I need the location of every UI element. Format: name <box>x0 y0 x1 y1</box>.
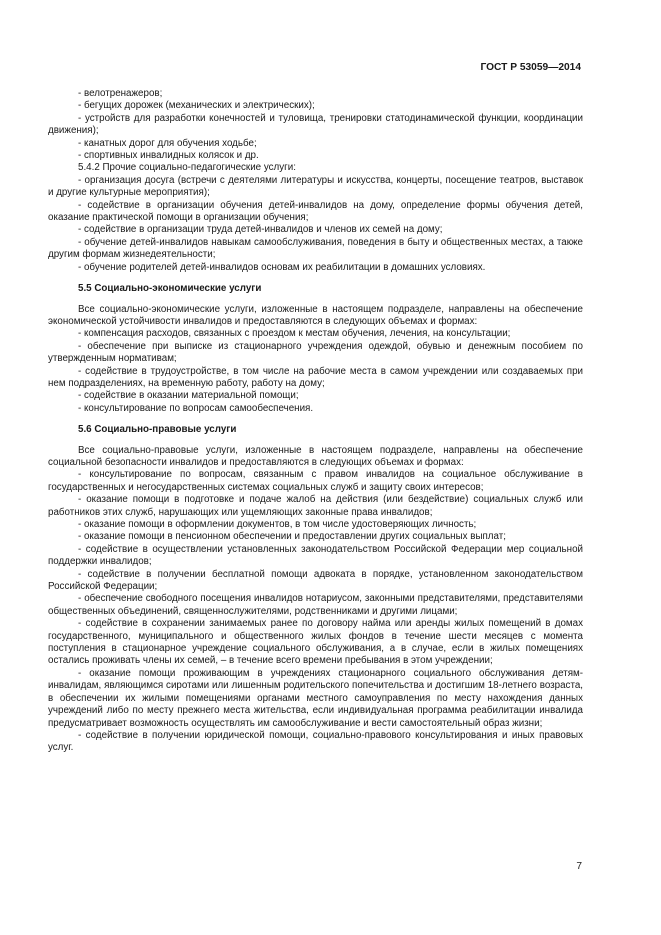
list-item: - содействие в получении юридической помощи, социально-правового консультирования и иных правовых услуг. <box>48 729 583 754</box>
list-item: - канатных дорог для обучения ходьбе; <box>78 137 257 149</box>
document-standard-code: ГОСТ Р 53059—2014 <box>480 62 581 73</box>
section-heading-5-6: 5.6 Социально-правовые услуги <box>78 424 237 436</box>
list-item: - содействие в трудоустройстве, в том числе на рабочие места в самом учреждении или создаваемых при нем подразделениях, на временную работу, работу на дому; <box>48 365 583 389</box>
list-item: - содействие в сохранении занимаемых ранее по договору найма или аренды жилых помещений в домах государственного, муниципального и общественного жилых фондов в течение шести месяцев с момента поступления в стационарное учреждение социального обслуживания, а в случае, если в жилых помещениях остались проживать члены их семей, – в течение всего времени пребывания в этом учреждении; <box>48 618 583 667</box>
list-item: - оказание помощи в подготовке и подаче жалоб на действия (или бездействие) социальных служб или работников этих служб, нарушающих или ущемляющих законные права инвалидов; <box>48 494 583 518</box>
list-item: - устройств для разработки конечностей и туловища, тренировки статодинамической функции, координации движения); <box>48 112 583 137</box>
subsection-title-5-4-2: 5.4.2 Прочие социально-педагогические услуги: <box>78 162 296 174</box>
section-heading-5-5: 5.5 Социально-экономические услуги <box>78 283 262 295</box>
page-body <box>48 88 583 755</box>
list-item: - организация досуга (встречи с деятелями литературы и искусства, концерты, посещение театров, выставок и другие культурные мероприятия); <box>48 174 583 199</box>
list-item: - содействие в организации обучения детей-инвалидов на дому, определение формы обучения детей, оказание практической помощи в организации обучения; <box>48 199 583 224</box>
list-item: - спортивных инвалидных колясок и др. <box>78 150 259 162</box>
list-item: - содействие в организации труда детей-инвалидов и членов их семей на дому; <box>78 224 443 236</box>
list-item: - содействие в получении бесплатной помощи адвоката в порядке, установленном законодательством Российской Федерации; <box>48 568 583 593</box>
list-item: - обеспечение свободного посещения инвалидов нотариусом, законными представителями, представителями общественных объединений, священнослужителями, родственниками и другими лицами; <box>48 593 583 617</box>
list-item: - консультирование по вопросам самообеспечения. <box>78 402 314 414</box>
list-item: - оказание помощи в оформлении документов, в том числе удостоверяющих личность; <box>78 519 477 530</box>
list-item: - содействие в осуществлении установленных законодательством Российской Федерации мер социальной поддержки инвалидов; <box>48 543 583 568</box>
list-item: - компенсация расходов, связанных с проездом к местам обучения, лечения, на консультации; <box>78 328 511 340</box>
list-item: - велотренажеров; <box>78 88 163 99</box>
list-item: - содействие в оказании материальной помощи; <box>78 390 299 402</box>
list-item: - оказание помощи проживающим в учреждениях стационарного социального обслуживания детям-инвалидам, являющимся сиротами или лишенным родительского попечительства и достигшим 18-летнего возраста, в обеспечении их жилыми помещениями органами местного самоуправления по месту нахождения данных учреждений либо по месту прежнего места жительства, если индивидуальная программа реабилитации инвалида предусматривает возможность осуществлять им самообслуживание и вести самостоятельный образ жизни; <box>48 667 583 729</box>
list-item: - обеспечение при выписке из стационарного учреждения одеждой, обувью и денежным пособием по утвержденным нормативам; <box>48 340 583 365</box>
section-intro: Все социально-экономические услуги, изложенные в настоящем подразделе, направлены на обеспечение экономической устойчивости инвалидов и предоставляются в следующих объемах и формах: <box>48 303 583 327</box>
list-item: - бегущих дорожек (механических и электрических); <box>78 100 315 112</box>
list-item: - обучение родителей детей-инвалидов основам их реабилитации в домашних условиях. <box>78 261 486 273</box>
page-number: 7 <box>576 861 582 872</box>
section-intro: Все социально-правовые услуги, изложенные в настоящем подразделе, направлены на обеспечение социальной безопасности инвалидов и предоставляются в следующих объемах и формах: <box>48 444 583 468</box>
list-item: - обучение детей-инвалидов навыкам самообслуживания, поведения в быту и общественных местах, а также другим формам жизнедеятельности; <box>48 236 583 261</box>
list-item: - оказание помощи в пенсионном обеспечении и предоставлении других социальных выплат; <box>78 531 506 543</box>
list-item: - консультирование по вопросам, связанным с правом инвалидов на социальное обслуживание в государственных и негосударственных системах социальных служб и защиту своих интересов; <box>48 469 583 493</box>
